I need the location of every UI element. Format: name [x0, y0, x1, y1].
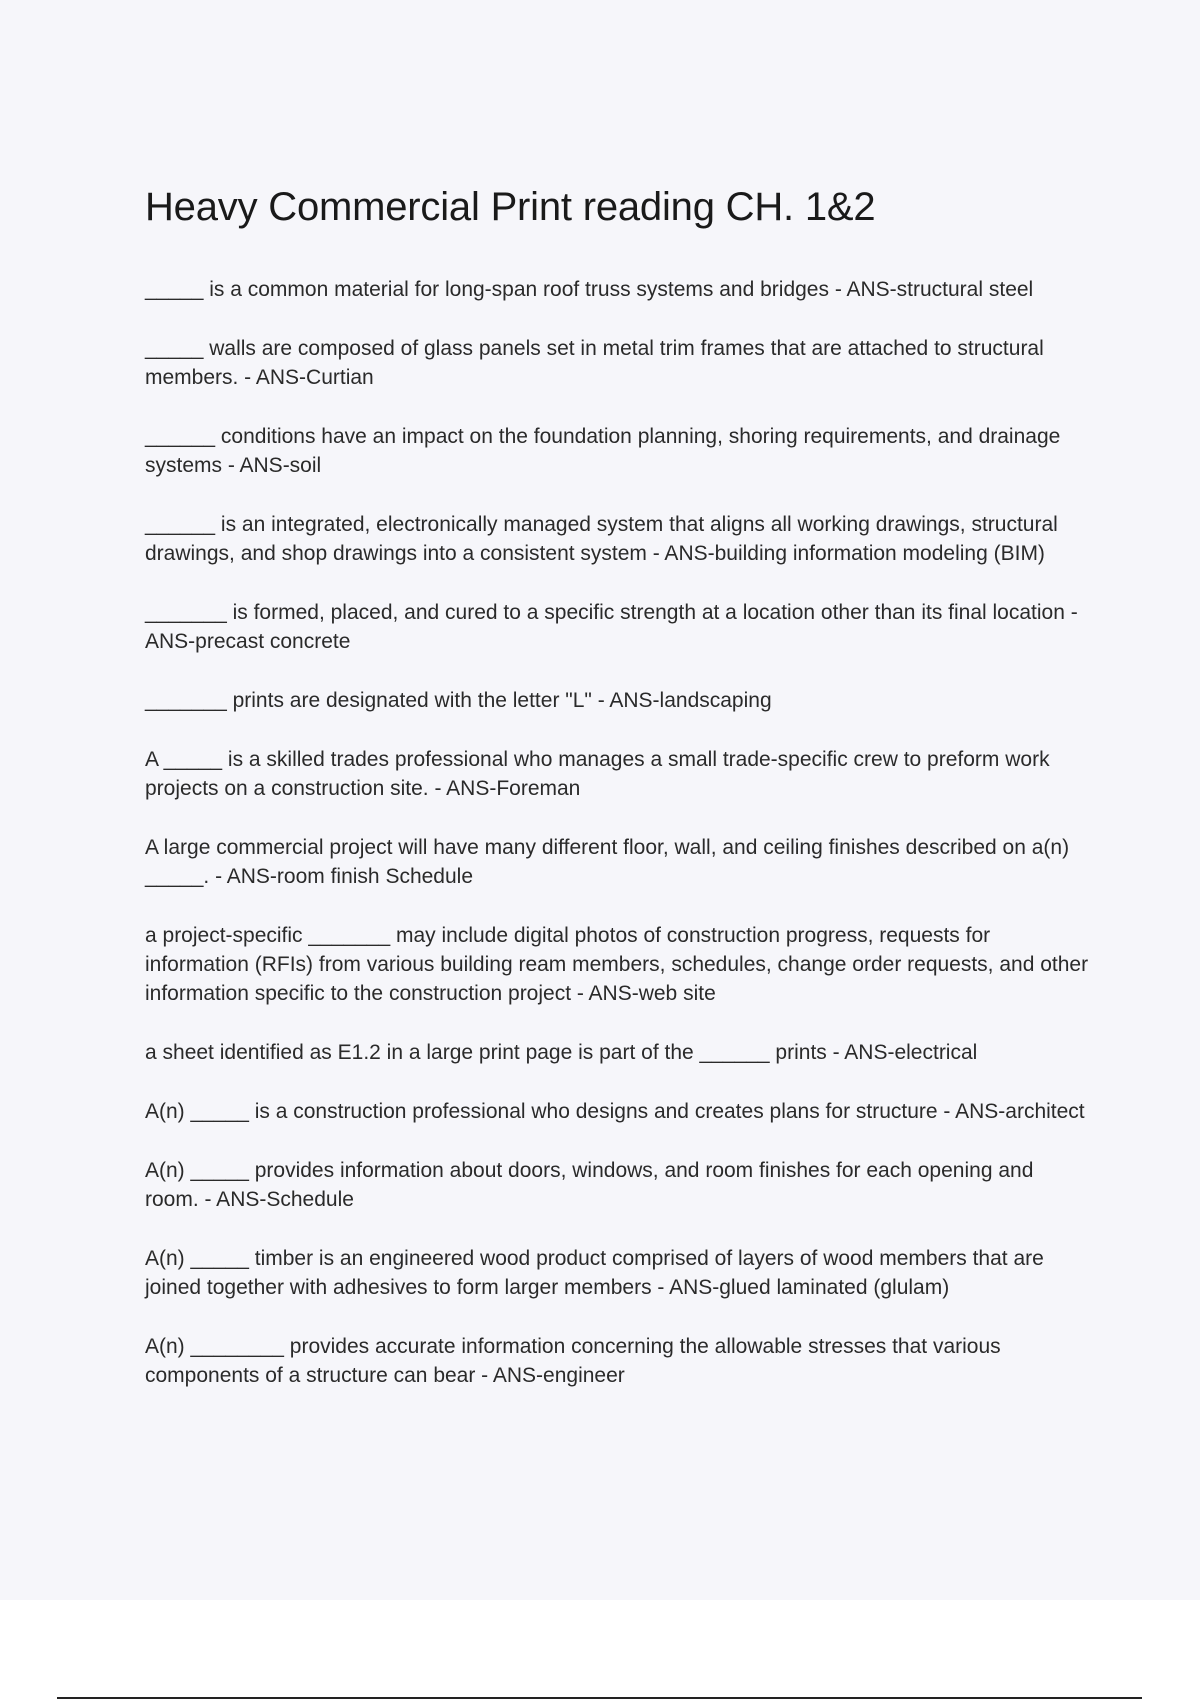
bottom-divider: [57, 1697, 1142, 1699]
flashcard-item-3: ______ conditions have an impact on the foundation planning, shoring requirements, and drainage systems - ANS-soil: [145, 425, 1061, 477]
flashcard-item-14: A(n) ________ provides accurate information concerning the allowable stresses that various components of a structure can bear - ANS-engineer: [145, 1335, 1001, 1387]
flashcard-item-11: A(n) _____ is a construction professional who designs and creates plans for structure - ANS-architect: [145, 1100, 1085, 1123]
flashcard-item-5: _______ is formed, placed, and cured to a specific strength at a location other than its final location - ANS-precast concrete: [145, 601, 1078, 653]
flashcard-item-6: _______ prints are designated with the letter "L" - ANS-landscaping: [145, 689, 772, 712]
flashcard-item-7: A _____ is a skilled trades professional who manages a small trade-specific crew to preform work projects on a construction site. - ANS-Foreman: [145, 748, 1050, 800]
flashcard-item-1: _____ is a common material for long-span roof truss systems and bridges - ANS-structural steel: [145, 278, 1034, 301]
flashcard-item-9: a project-specific _______ may include digital photos of construction progress, requests for information (RFIs) from various building ream members, schedules, change order requests, and other information specific to the construction project - ANS-web site: [145, 924, 1089, 1005]
flashcard-item-2: _____ walls are composed of glass panels set in metal trim frames that are attached to structural members. - ANS-Curtian: [145, 337, 1044, 389]
flashcard-item-13: A(n) _____ timber is an engineered wood product comprised of layers of wood members that are joined together with adhesives to form larger members - ANS-glued laminated (glulam): [145, 1247, 1044, 1299]
flashcard-item-12: A(n) _____ provides information about doors, windows, and room finishes for each opening and room. - ANS-Schedule: [145, 1159, 1034, 1211]
flashcard-item-10: a sheet identified as E1.2 in a large print page is part of the ______ prints - ANS-electrical: [145, 1041, 978, 1064]
flashcard-item-8: A large commercial project will have many different floor, wall, and ceiling finishes described on a(n) _____. - ANS-room finish Schedule: [145, 836, 1070, 888]
document-title: Heavy Commercial Print reading CH. 1&2: [145, 185, 876, 229]
document-content: [145, 183, 1090, 1420]
flashcard-item-4: ______ is an integrated, electronically managed system that aligns all working drawings, structural drawings, and shop drawings into a consistent system - ANS-building information modeling (BIM): [145, 513, 1058, 565]
